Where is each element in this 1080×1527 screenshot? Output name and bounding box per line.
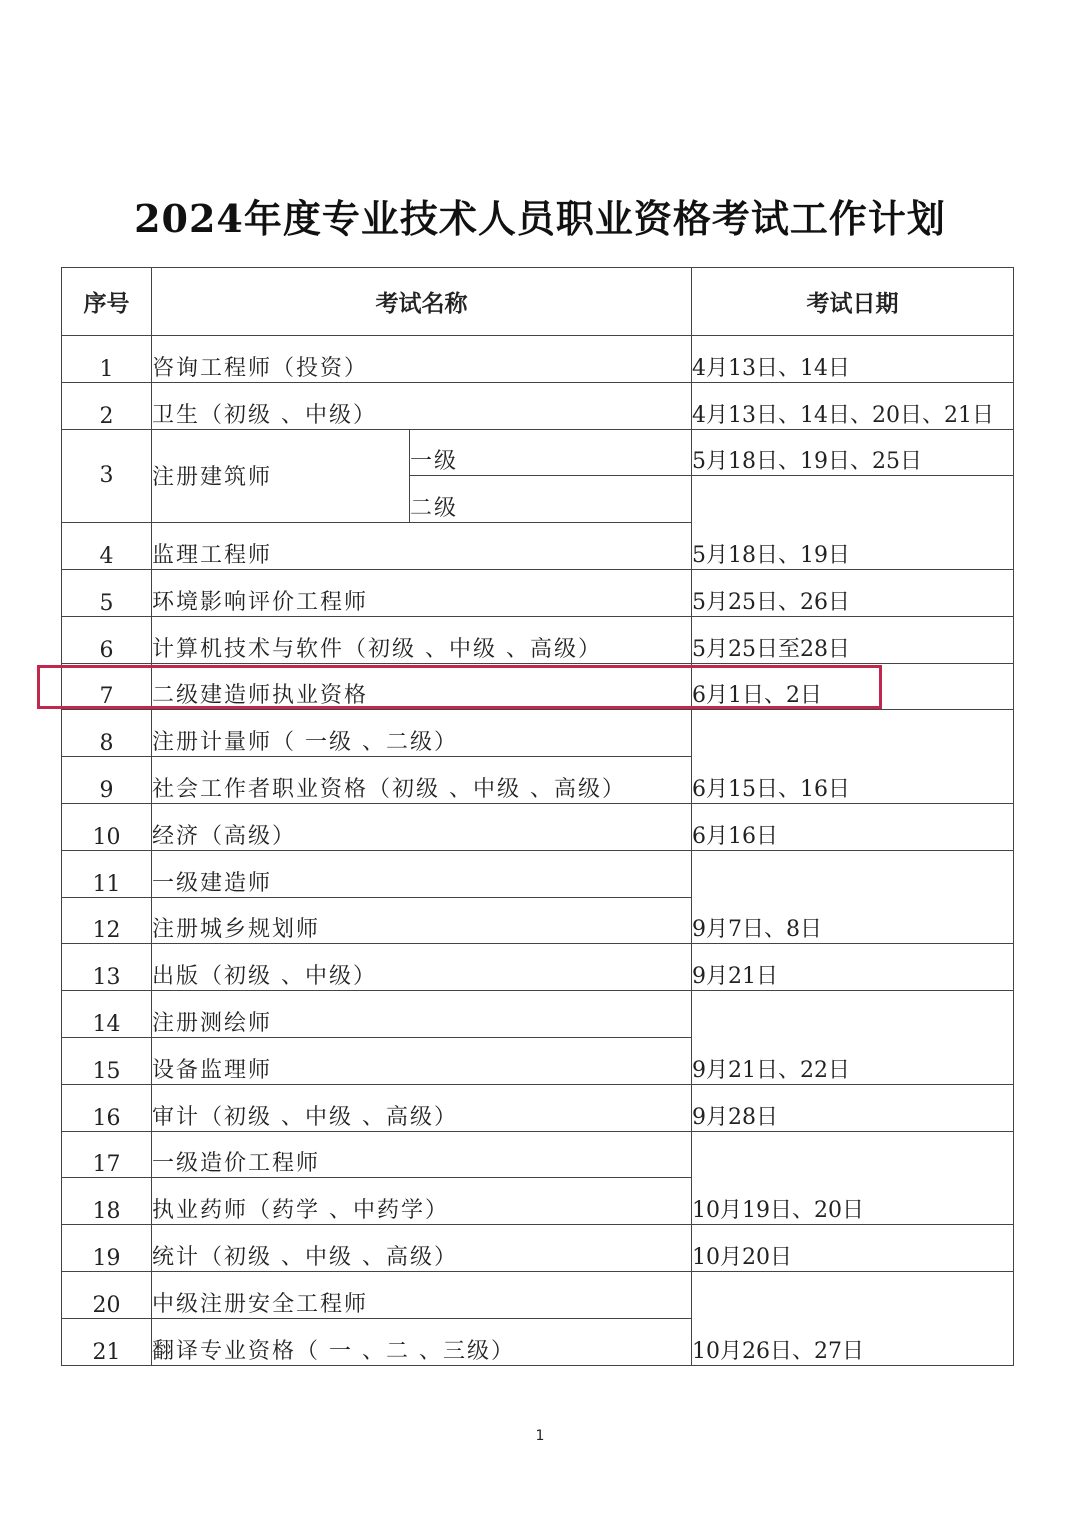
exam-schedule-table	[61, 267, 1014, 1366]
table-row	[62, 1131, 1014, 1178]
header-no: 序号	[62, 268, 152, 336]
table-row	[62, 803, 1014, 850]
page-title: 2024年度专业技术人员职业资格考试工作计划	[134, 196, 946, 241]
table-row	[62, 569, 1014, 616]
exam-name: 监理工程师	[152, 523, 692, 570]
row-no: 13	[62, 944, 152, 991]
table-row	[62, 850, 1014, 897]
exam-name: 注册建筑师	[152, 429, 410, 523]
header-date: 考试日期	[692, 268, 1014, 336]
exam-name: 统计（初级 、中级 、高级）	[152, 1225, 692, 1272]
exam-name: 咨询工程师（投资）	[152, 336, 692, 383]
exam-date: 9月7日、8日	[692, 850, 1014, 944]
table-header-row	[62, 268, 1014, 336]
table-row	[62, 1271, 1014, 1318]
exam-name: 一级造价工程师	[152, 1131, 692, 1178]
exam-date: 5月25日、26日	[692, 569, 1014, 616]
table-row	[62, 1225, 1014, 1272]
exam-name: 中级注册安全工程师	[152, 1271, 692, 1318]
exam-name: 翻译专业资格（ 一 、二 、三级）	[152, 1318, 692, 1365]
row-no: 21	[62, 1318, 152, 1365]
row-no: 19	[62, 1225, 152, 1272]
row-no: 16	[62, 1084, 152, 1131]
table-row	[62, 429, 1014, 476]
table-row	[62, 991, 1014, 1038]
row-no: 3	[62, 429, 152, 523]
row-no: 4	[62, 523, 152, 570]
exam-name: 卫生（初级 、中级）	[152, 382, 692, 429]
exam-name: 环境影响评价工程师	[152, 569, 692, 616]
exam-date: 4月13日、14日、20日、21日	[692, 382, 1014, 429]
exam-date: 10月19日、20日	[692, 1131, 1014, 1225]
exam-date: 6月1日、2日	[692, 663, 1014, 710]
table-row-highlighted	[62, 663, 1014, 710]
row-no: 10	[62, 803, 152, 850]
exam-name: 经济（高级）	[152, 803, 692, 850]
exam-date: 6月16日	[692, 803, 1014, 850]
row-no: 5	[62, 569, 152, 616]
exam-date: 9月21日	[692, 944, 1014, 991]
page-number: 1	[535, 1428, 545, 1444]
row-no: 2	[62, 382, 152, 429]
row-no: 12	[62, 897, 152, 944]
exam-date: 10月26日、27日	[692, 1271, 1014, 1365]
exam-sublevel: 一级	[410, 429, 692, 476]
exam-name: 计算机技术与软件（初级 、中级 、高级）	[152, 616, 692, 663]
exam-date: 9月28日	[692, 1084, 1014, 1131]
table-row	[62, 616, 1014, 663]
row-no: 15	[62, 1037, 152, 1084]
exam-date: 10月20日	[692, 1225, 1014, 1272]
table-row	[62, 944, 1014, 991]
exam-name: 执业药师（药学 、中药学）	[152, 1178, 692, 1225]
table-row	[62, 1084, 1014, 1131]
exam-date: 5月18日、19日、25日	[692, 429, 1014, 476]
table-row	[62, 710, 1014, 757]
row-no: 7	[62, 663, 152, 710]
exam-date: 9月21日、22日	[692, 991, 1014, 1085]
table-row	[62, 336, 1014, 383]
header-name: 考试名称	[152, 268, 692, 336]
exam-date: 5月25日至28日	[692, 616, 1014, 663]
row-no: 14	[62, 991, 152, 1038]
exam-name: 注册城乡规划师	[152, 897, 692, 944]
row-no: 9	[62, 757, 152, 804]
exam-name: 一级建造师	[152, 850, 692, 897]
row-no: 20	[62, 1271, 152, 1318]
exam-name: 设备监理师	[152, 1037, 692, 1084]
exam-name: 出版（初级 、中级）	[152, 944, 692, 991]
row-no: 6	[62, 616, 152, 663]
exam-name: 注册测绘师	[152, 991, 692, 1038]
exam-date: 6月15日、16日	[692, 710, 1014, 804]
exam-name: 社会工作者职业资格（初级 、中级 、高级）	[152, 757, 692, 804]
row-no: 1	[62, 336, 152, 383]
exam-name: 二级建造师执业资格	[152, 663, 692, 710]
table-row	[62, 382, 1014, 429]
row-no: 11	[62, 850, 152, 897]
exam-name: 注册计量师（ 一级 、二级）	[152, 710, 692, 757]
row-no: 17	[62, 1131, 152, 1178]
exam-date: 4月13日、14日	[692, 336, 1014, 383]
exam-sublevel: 二级	[410, 476, 692, 523]
row-no: 18	[62, 1178, 152, 1225]
exam-date: 5月18日、19日	[692, 476, 1014, 570]
row-no: 8	[62, 710, 152, 757]
exam-name: 审计（初级 、中级 、高级）	[152, 1084, 692, 1131]
